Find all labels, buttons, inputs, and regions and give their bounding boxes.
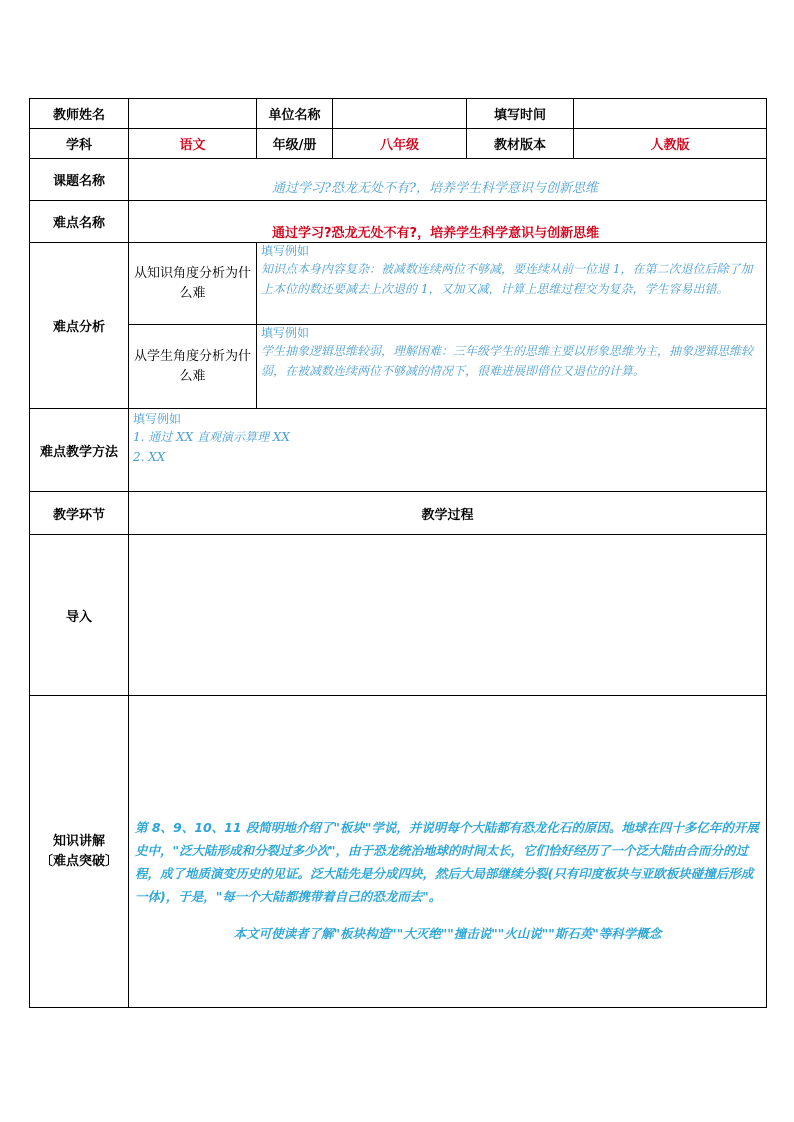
difficulty-value[interactable]: 通过学习?恐龙无处不有?，培养学生科学意识与创新思维 [129,201,767,243]
subject-label: 学科 [30,129,129,159]
explain-paragraph: 第 8、9、10、11 段简明地介绍了"板块"学说，并说明每个大陆都有恐龙化石的原因。地球在四十多亿年的开展史中，"泛大陆形成和分裂过多少次"，由于恐龙统治地球的时间太长，它们恰好经历了一个泛大陆由合而分的过程，成了地质演变历史的见证。泛大陆先是分成四块，然后大局部继续分裂(只有印度板块与亚欧板块碰撞后形成一体)，于是，"每一个大陆都携带着自己的恐龙而去"。 [135,820,759,904]
explain-content[interactable] [129,696,767,1008]
student-hint: 填写例如 [261,326,310,340]
topic-row [30,159,767,201]
analysis-label: 难点分析 [30,243,129,409]
teaching-stage-label: 教学环节 [30,492,129,535]
unit-name-label: 单位名称 [257,99,333,129]
unit-name-field[interactable] [333,99,467,129]
knowledge-hint: 填写例如 [261,244,310,258]
intro-content[interactable] [129,535,767,696]
topic-value[interactable]: 通过学习?恐龙无处不有?，培养学生科学意识与创新思维 [129,159,767,201]
fill-date-field[interactable] [574,99,767,129]
process-header-row [30,492,767,535]
edition-label: 教材版本 [467,129,574,159]
grade-value[interactable]: 八年级 [333,129,467,159]
difficulty-row [30,201,767,243]
method-item-1: 1. 通过 XX 直观演示算理 XX [133,430,290,444]
subject-value[interactable]: 语文 [129,129,257,159]
explain-label [30,696,129,1008]
topic-label: 课题名称 [30,159,129,201]
analysis-student-row [30,325,767,409]
knowledge-text: 知识点本身内容复杂：被减数连续两位不够减，要连续从前一位退 1，在第二次退位后除了加上本位的数还要减去上次退的 1，又加又减，计算上思维过程交为复杂，学生容易出错。 [261,262,753,296]
knowledge-angle-label: 从知识角度分析为什么难 [129,243,257,325]
teacher-name-field[interactable] [129,99,257,129]
header-row [30,99,767,129]
explain-summary: 本文可使读者了解"板块构造""大灭绝""撞击说""火山说""斯石英"等科学概念 [233,926,662,941]
method-hint: 填写例如 [133,412,182,426]
knowledge-angle-cell[interactable] [257,243,767,325]
analysis-knowledge-row [30,243,767,325]
teaching-process-label: 教学过程 [129,492,767,535]
student-angle-label: 从学生角度分析为什么难 [129,325,257,409]
grade-label: 年级/册 [257,129,333,159]
method-row [30,409,767,492]
edition-value[interactable]: 人教版 [574,129,767,159]
explain-row [30,696,767,1008]
explain-label-line2: 〔难点突破〕 [39,853,118,869]
intro-row [30,535,767,696]
student-text: 学生抽象逻辑思维较弱，理解困难：三年级学生的思维主要以形象思维为主，抽象逻辑思维较弱，在被减数连续两位不够减的情况下，很难进展即借位又退位的计算。 [261,344,754,378]
fill-date-label: 填写时间 [467,99,574,129]
explain-label-line1: 知识讲解 [52,833,105,849]
method-label: 难点教学方法 [30,409,129,492]
teacher-name-label: 教师姓名 [30,99,129,129]
method-cell[interactable] [129,409,767,492]
lesson-plan-table [29,98,767,1008]
difficulty-label: 难点名称 [30,201,129,243]
student-angle-cell[interactable] [257,325,767,409]
intro-label: 导入 [30,535,129,696]
subject-row [30,129,767,159]
method-item-2: 2. XX [133,450,166,464]
